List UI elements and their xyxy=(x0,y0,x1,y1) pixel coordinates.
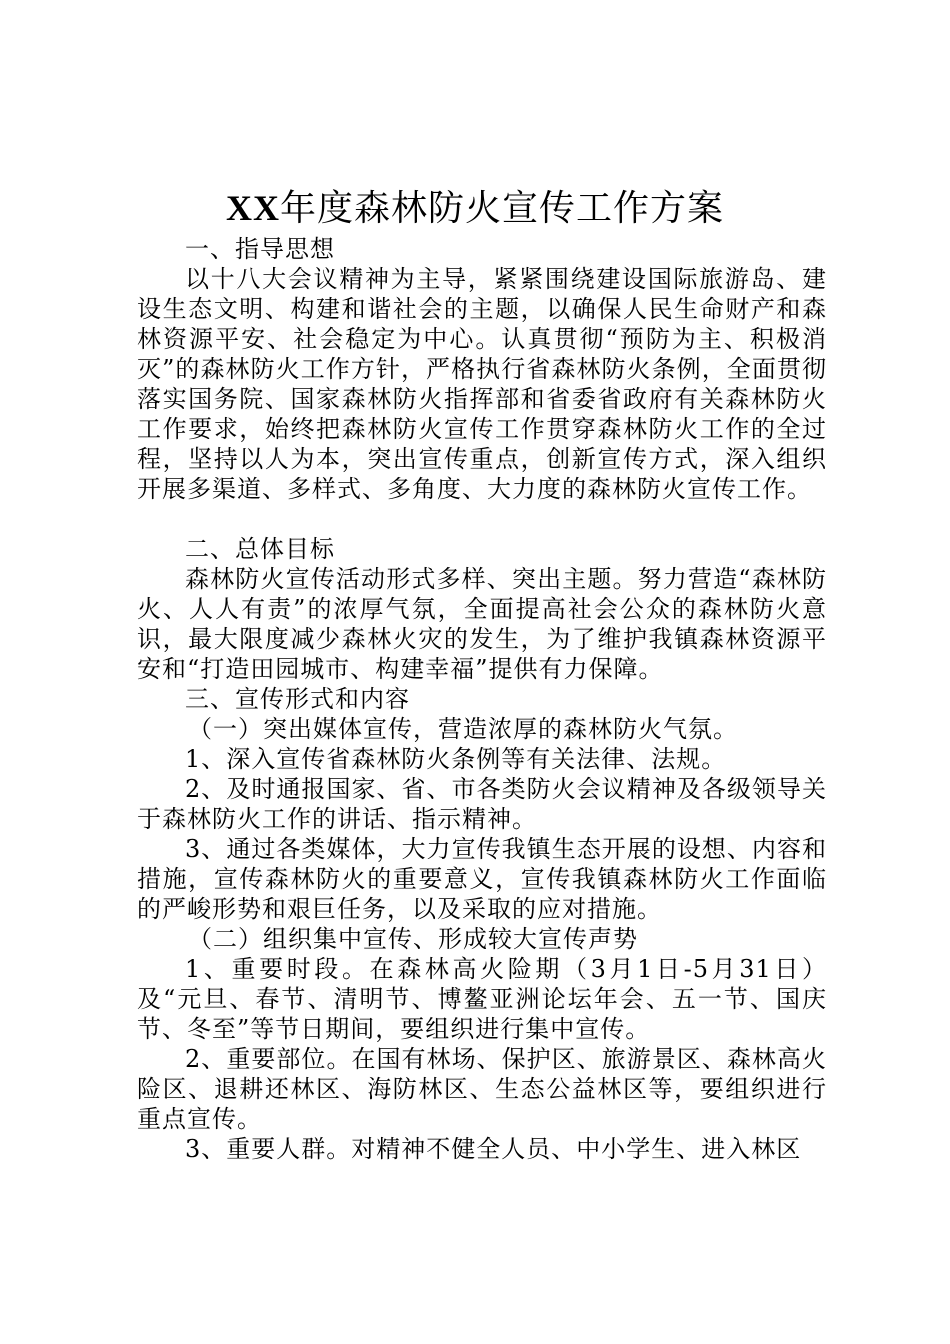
paragraph-guiding-ideology: 以十八大会议精神为主导，紧紧围绕建设国际旅游岛、建设生态文明、构建和谐社会的主题，以确保人民生命财产和森林资源平安、社会稳定为中心。认真贯彻“预防为主、积极消灭”的森林防火工作方针，严格执行省森林防火条例，全面贯彻落实国务院、国家森林防火指挥部和省委省政府有关森林防火工作要求，始终把森林防火宣传工作贯穿森林防火工作的全过程，坚持以人为本，突出宣传重点，创新宣传方式，深入组织开展多渠道、多样式、多角度、大力度的森林防火宣传工作。 xyxy=(137,265,827,503)
list-item: 3、重要人群。对精神不健全人员、中小学生、进入林区 xyxy=(185,1135,802,1163)
list-item: 2、重要部位。在国有林场、保护区、旅游景区、森林高火险区、退耕还林区、海防林区、生态公益林区等，要组织进行重点宣传。 xyxy=(137,1045,827,1133)
heading-guiding-ideology: 一、指导思想 xyxy=(185,235,335,263)
heading-overall-goal: 二、总体目标 xyxy=(185,535,335,563)
document-title xyxy=(0,184,950,233)
list-item: 1、重要时段。在森林高火险期（3月1日-5月31日）及“元旦、春节、清明节、博鳌亚洲论坛年会、五一节、国庆节、冬至”等节日期间，要组织进行集中宣传。 xyxy=(137,955,827,1043)
title-prefix: XX xyxy=(225,188,280,228)
paragraph-overall-goal: 森林防火宣传活动形式多样、突出主题。努力营造“森林防火、人人有责”的浓厚气氛，全面提高社会公众的森林防火意识，最大限度减少森林火灾的发生，为了维护我镇森林资源平安和“打造田园城市、构建幸福”提供有力保障。 xyxy=(137,565,827,683)
document-body xyxy=(137,234,827,1164)
heading-forms-and-content: 三、宣传形式和内容 xyxy=(185,685,410,713)
title-main: 年度森林防火宣传工作方案 xyxy=(279,188,724,229)
subheading-concentrated-publicity: （二）组织集中宣传、形成较大宣传声势 xyxy=(188,925,638,953)
list-item: 1、深入宣传省森林防火条例等有关法律、法规。 xyxy=(185,745,727,773)
list-item: 2、及时通报国家、省、市各类防火会议精神及各级领导关于森林防火工作的讲话、指示精神。 xyxy=(137,775,827,833)
subheading-media-publicity: （一）突出媒体宣传，营造浓厚的森林防火气氛。 xyxy=(188,715,738,743)
list-item: 3、通过各类媒体，大力宣传我镇生态开展的设想、内容和措施，宣传森林防火的重要意义，宣传我镇森林防火工作面临的严峻形势和艰巨任务，以及采取的应对措施。 xyxy=(137,835,827,923)
